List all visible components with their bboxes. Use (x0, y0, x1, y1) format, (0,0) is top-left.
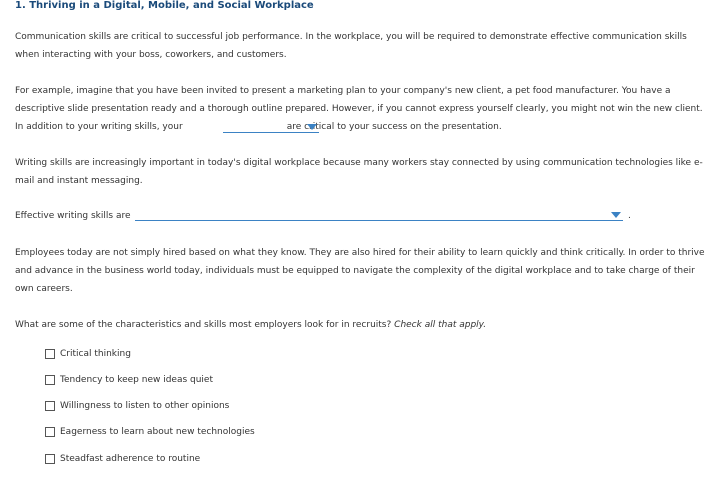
question-hint: Check all that apply. (394, 320, 487, 330)
skills-dropdown[interactable] (223, 120, 319, 133)
checkbox[interactable] (45, 401, 55, 411)
writing-question: Effective writing skills are (15, 211, 131, 221)
question-text: What are some of the characteristics and skills most employers look for in recruits? (15, 320, 392, 330)
option-label: Eagerness to learn about new technologies (60, 427, 255, 437)
option-label: Steadfast adherence to routine (60, 454, 201, 464)
option-critical-thinking[interactable] (45, 347, 345, 361)
option-learn-technologies[interactable] (45, 425, 345, 439)
example-text: For example, imagine that you have been invited to present a marketing plan to your company's new client, a pet food manufacturer. You have a descriptive slide presentation ready and a thorough outline prepared. However, if you cannot express yourself clearly, you might not win the new client. In addition to your writing skills, your (15, 86, 703, 132)
option-label: Critical thinking (60, 349, 131, 359)
option-listen-to-others[interactable] (45, 399, 345, 413)
example-text-end: are critical to your success on the presentation. (286, 122, 502, 132)
employees-paragraph: Employees today are not simply hired based on what they know. They are also hired for their ability to learn quickly and think critically. In order to thrive and advance in the business world today, individuals must be equipped to navigate the complexity of the digital workplace and to take charge of their own careers. (15, 248, 705, 294)
writing-paragraph: Writing skills are increasingly important in today's digital workplace because many workers stay connected by using communication technologies like e-mail and instant messaging. (15, 158, 703, 186)
writing-question-end: . (628, 211, 631, 221)
checkbox[interactable] (45, 375, 55, 385)
example-paragraph (15, 82, 705, 136)
question-title: 1. Thriving in a Digital, Mobile, and Social Workplace (15, 0, 314, 11)
writing-dropdown[interactable] (135, 208, 623, 221)
characteristics-question (15, 316, 705, 334)
checkbox[interactable] (45, 427, 55, 437)
chevron-down-icon (307, 124, 317, 130)
checkbox[interactable] (45, 349, 55, 359)
intro-paragraph: Communication skills are critical to successful job performance. In the workplace, you will be required to demonstrate effective communication skills when interacting with your boss, coworkers, and customers. (15, 32, 687, 60)
chevron-down-icon (611, 212, 621, 218)
option-adherence-routine[interactable] (45, 452, 345, 466)
option-keep-ideas-quiet[interactable] (45, 373, 345, 387)
option-label: Willingness to listen to other opinions (60, 401, 230, 411)
checkbox[interactable] (45, 454, 55, 464)
option-label: Tendency to keep new ideas quiet (60, 375, 213, 385)
